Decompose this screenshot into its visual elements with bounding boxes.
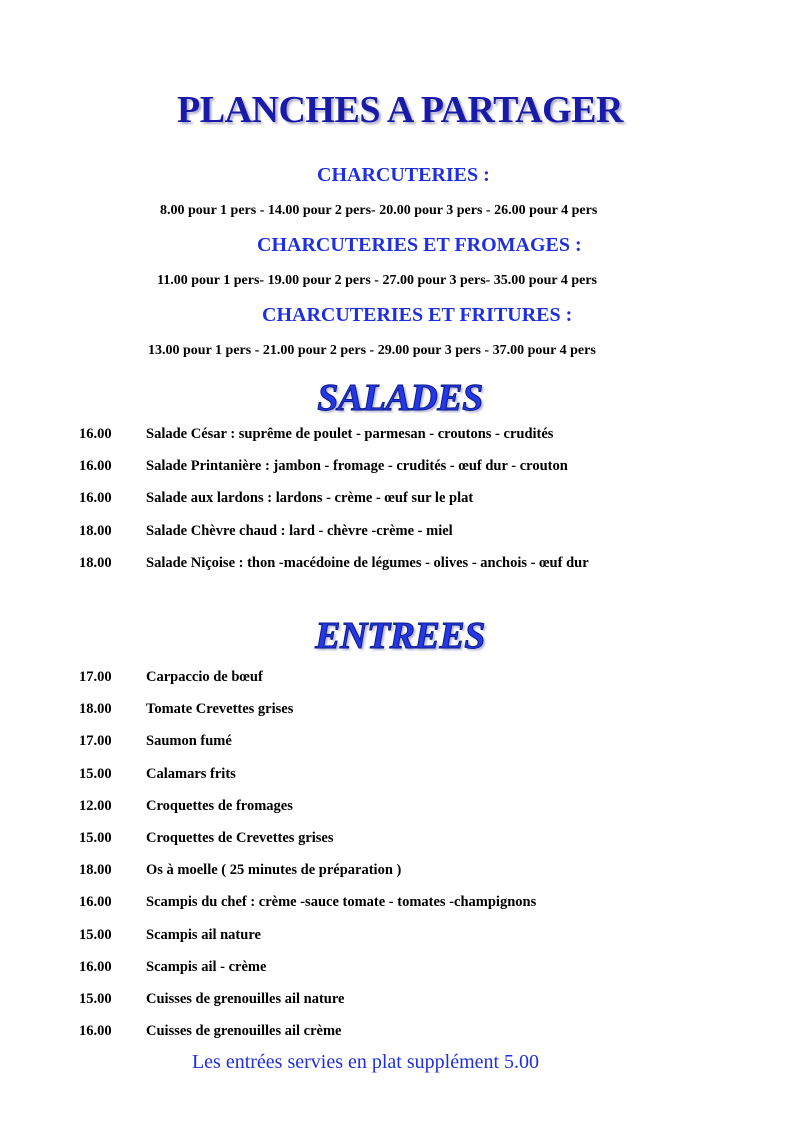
item-price: 18.00 bbox=[79, 522, 112, 539]
item-name: Cuisses de grenouilles ail crème bbox=[146, 1023, 342, 1040]
item-price: 15.00 bbox=[79, 765, 112, 782]
list-item bbox=[79, 798, 779, 830]
list-item bbox=[79, 991, 779, 1023]
charcuteries-fritures-heading: CHARCUTERIES ET FRITURES : bbox=[262, 304, 573, 326]
list-item bbox=[79, 830, 779, 862]
item-price: 17.00 bbox=[79, 669, 112, 685]
salades-heading: SALADES bbox=[317, 377, 483, 419]
list-item bbox=[79, 733, 779, 765]
item-name: Tomate Crevettes grises bbox=[146, 701, 294, 718]
item-name: Croquettes de Crevettes grises bbox=[146, 829, 334, 846]
supplement-note: Les entrées servies en plat supplément 5.00 bbox=[191, 1051, 540, 1073]
list-item bbox=[79, 555, 779, 587]
item-price: 16.00 bbox=[79, 426, 112, 442]
list-item bbox=[79, 701, 779, 733]
list-item bbox=[79, 766, 779, 798]
list-item bbox=[79, 927, 779, 959]
item-name: Carpaccio de bœuf bbox=[146, 669, 263, 685]
item-price: 15.00 bbox=[79, 829, 112, 846]
list-item bbox=[79, 458, 779, 490]
item-name: Salade César : suprême de poulet - parmesan - croutons - crudités bbox=[146, 426, 554, 442]
item-name: Salade Niçoise : thon -macédoine de légumes - olives - anchois - œuf dur bbox=[146, 554, 589, 571]
item-name: Salade Chèvre chaud : lard - chèvre -crème - miel bbox=[146, 522, 453, 539]
item-price: 15.00 bbox=[79, 990, 112, 1007]
entrees-heading: ENTREES bbox=[315, 615, 485, 657]
item-name: Scampis ail - crème bbox=[146, 958, 267, 975]
item-name: Cuisses de grenouilles ail nature bbox=[146, 990, 345, 1007]
item-name: Salade aux lardons : lardons - crème - œuf sur le plat bbox=[146, 490, 474, 507]
page-title: PLANCHES A PARTAGER bbox=[177, 89, 623, 131]
item-name: Os à moelle ( 25 minutes de préparation ) bbox=[146, 862, 402, 879]
charcuteries-fromages-prices: 11.00 pour 1 pers- 19.00 pour 2 pers - 27.00 pour 3 pers- 35.00 pour 4 pers bbox=[157, 273, 597, 288]
item-price: 16.00 bbox=[79, 1023, 112, 1040]
item-price: 17.00 bbox=[79, 733, 112, 750]
item-price: 16.00 bbox=[79, 894, 112, 911]
entrees-list bbox=[79, 669, 779, 1055]
charcuteries-heading: CHARCUTERIES : bbox=[317, 164, 490, 186]
item-name: Scampis ail nature bbox=[146, 926, 261, 943]
list-item bbox=[79, 862, 779, 894]
item-price: 16.00 bbox=[79, 958, 112, 975]
list-item bbox=[79, 959, 779, 991]
item-price: 12.00 bbox=[79, 797, 112, 814]
list-item bbox=[79, 669, 779, 701]
list-item bbox=[79, 426, 779, 458]
list-item bbox=[79, 523, 779, 555]
item-name: Saumon fumé bbox=[146, 733, 232, 750]
list-item bbox=[79, 894, 779, 926]
item-price: 16.00 bbox=[79, 490, 112, 507]
charcuteries-fritures-prices: 13.00 pour 1 pers - 21.00 pour 2 pers - 29.00 pour 3 pers - 37.00 pour 4 pers bbox=[148, 343, 596, 358]
item-name: Croquettes de fromages bbox=[146, 797, 293, 814]
item-name: Scampis du chef : crème -sauce tomate - tomates -champignons bbox=[146, 894, 537, 911]
item-price: 16.00 bbox=[79, 458, 112, 475]
charcuteries-prices: 8.00 pour 1 pers - 14.00 pour 2 pers- 20.00 pour 3 pers - 26.00 pour 4 pers bbox=[160, 203, 598, 218]
item-price: 15.00 bbox=[79, 926, 112, 943]
item-name: Calamars frits bbox=[146, 765, 236, 782]
charcuteries-fromages-heading: CHARCUTERIES ET FROMAGES : bbox=[257, 234, 582, 256]
item-name: Salade Printanière : jambon - fromage - crudités - œuf dur - crouton bbox=[146, 458, 568, 475]
salades-list bbox=[79, 426, 779, 587]
item-price: 18.00 bbox=[79, 701, 112, 718]
item-price: 18.00 bbox=[79, 862, 112, 879]
item-price: 18.00 bbox=[79, 554, 112, 571]
list-item bbox=[79, 490, 779, 522]
